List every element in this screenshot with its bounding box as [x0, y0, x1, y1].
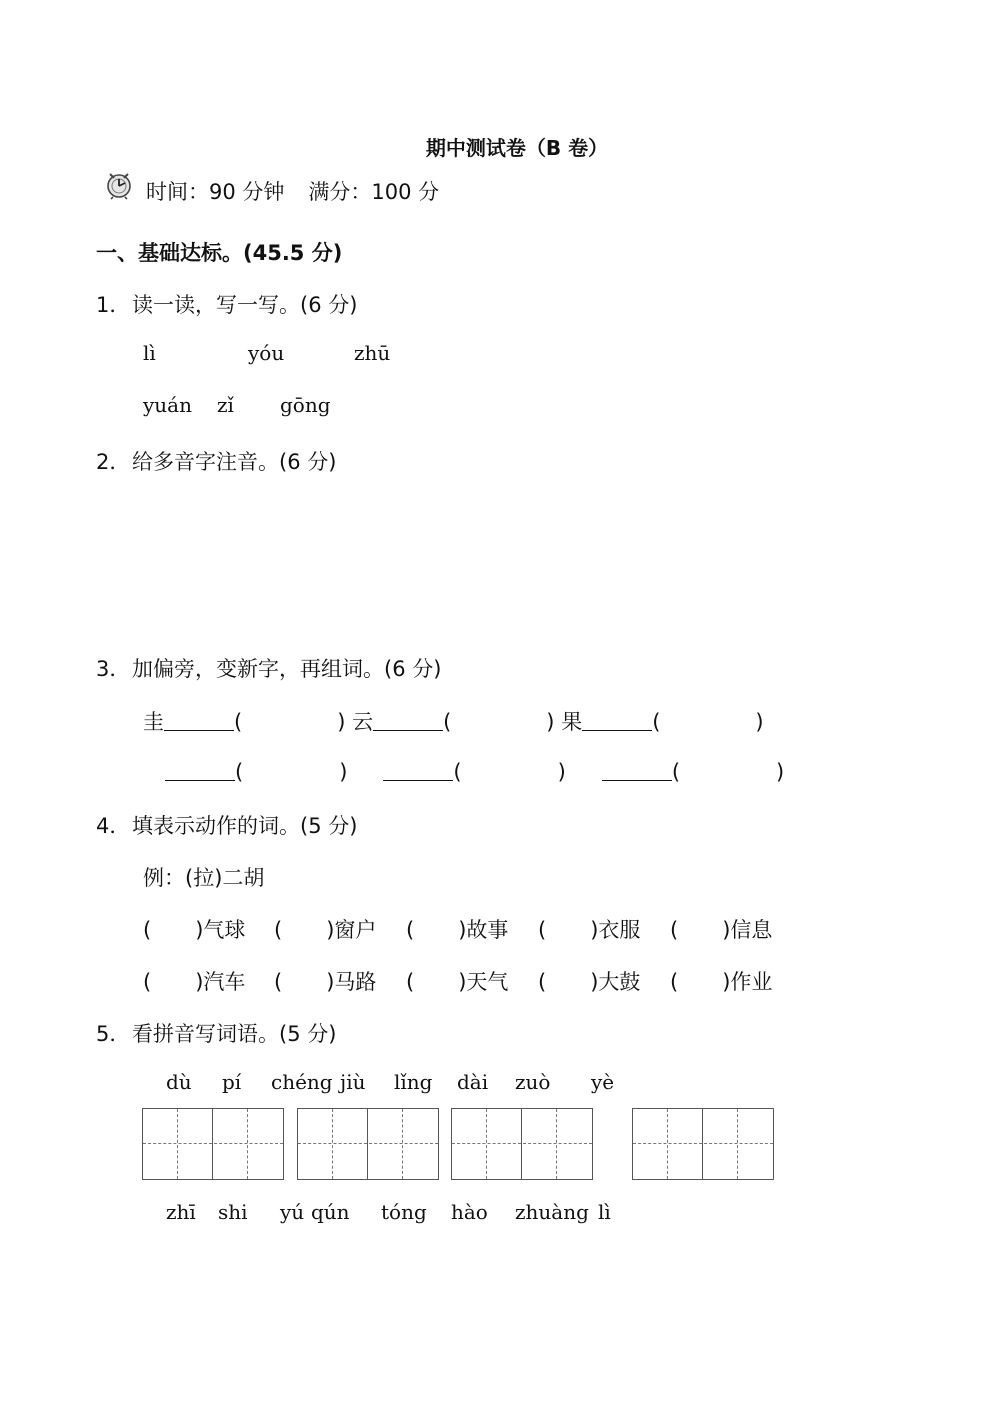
fill-item[interactable]: ( )故事: [406, 918, 509, 942]
fill-item[interactable]: ( )衣服: [538, 918, 641, 942]
pinyin: dài: [457, 1070, 489, 1094]
paren-close: ): [337, 710, 346, 734]
pinyin: lì: [598, 1200, 611, 1224]
page-title: 期中测试卷（B 卷）: [425, 136, 609, 160]
paren-close: ): [339, 760, 348, 784]
pinyin: pí: [222, 1070, 242, 1094]
question-4: [96, 810, 357, 840]
paren-open: (: [234, 710, 243, 734]
answer-blank[interactable]: [582, 708, 652, 731]
pinyin: qún: [311, 1200, 350, 1224]
writing-grid[interactable]: [451, 1108, 593, 1180]
pinyin: zuò: [515, 1070, 551, 1094]
clock-icon: [104, 170, 134, 200]
fill-item[interactable]: ( )窗户: [274, 918, 377, 942]
radical-row: [143, 706, 764, 736]
answer-blank[interactable]: [383, 758, 453, 781]
exam-meta: [146, 176, 439, 206]
fill-item[interactable]: ( )气球: [143, 918, 246, 942]
base-char: 果: [561, 710, 583, 734]
paren-close: ): [546, 710, 555, 734]
question-number: 2．: [96, 450, 131, 474]
question-5: [96, 1018, 336, 1048]
writing-grid[interactable]: [142, 1108, 284, 1180]
pinyin: zhuàng: [515, 1200, 589, 1224]
pinyin: tóng: [381, 1200, 427, 1224]
radical-row: [165, 758, 784, 784]
answer-blank[interactable]: [602, 758, 672, 781]
pinyin: zǐ: [217, 393, 234, 417]
pinyin: lǐng: [394, 1070, 433, 1094]
pinyin: hào: [451, 1200, 488, 1224]
pinyin: gōng: [280, 393, 331, 417]
question-text: 加偏旁，变新字，再组词。(6 分): [132, 657, 442, 681]
pinyin: shi: [218, 1200, 248, 1224]
question-text: 给多音字注音。(6 分): [132, 450, 337, 474]
fill-item[interactable]: ( )作业: [670, 970, 773, 994]
fill-item[interactable]: ( )大鼓: [538, 970, 641, 994]
section-heading: 一、基础达标。(45.5 分): [96, 241, 343, 265]
pinyin: zhī: [166, 1200, 196, 1224]
question-text: 看拼音写词语。(5 分): [132, 1022, 337, 1046]
pinyin: chéng: [271, 1070, 333, 1094]
question-2: [96, 446, 336, 476]
paren-open: (: [443, 710, 452, 734]
pinyin: jiù: [340, 1070, 366, 1094]
example: 例：(拉)二胡: [143, 866, 265, 890]
fill-item[interactable]: ( )天气: [406, 970, 509, 994]
question-text: 读一读，写一写。(6 分): [132, 293, 358, 317]
pinyin: dù: [166, 1070, 192, 1094]
question-number: 5．: [96, 1022, 131, 1046]
paren-open: (: [453, 760, 462, 784]
paren-close: ): [755, 710, 764, 734]
paren-close: ): [557, 760, 566, 784]
pinyin: yú: [280, 1200, 305, 1224]
question-text: 填表示动作的词。(5 分): [132, 814, 358, 838]
pinyin: zhū: [354, 341, 391, 365]
pinyin: yuán: [143, 393, 192, 417]
pinyin: lì: [143, 341, 156, 365]
fill-item[interactable]: ( )信息: [670, 918, 773, 942]
paren-open: (: [671, 760, 681, 784]
answer-blank[interactable]: [373, 708, 443, 731]
exam-score: 满分：100 分: [308, 180, 440, 204]
answer-blank[interactable]: [165, 758, 235, 781]
question-3: [96, 653, 441, 683]
pinyin: yè: [591, 1070, 615, 1094]
question-number: 4．: [96, 814, 131, 838]
fill-item[interactable]: ( )汽车: [143, 970, 246, 994]
base-char: 圭: [143, 710, 164, 734]
base-char: 云: [352, 710, 374, 734]
exam-time: 时间：90 分钟: [146, 180, 285, 204]
fill-item[interactable]: ( )马路: [274, 970, 377, 994]
writing-grid[interactable]: [632, 1108, 774, 1180]
writing-grid[interactable]: [297, 1108, 439, 1180]
question-number: 3．: [96, 657, 131, 681]
question-1: [96, 289, 357, 319]
paren-open: (: [652, 710, 661, 734]
pinyin: yóu: [248, 341, 285, 365]
question-number: 1．: [96, 293, 131, 317]
answer-blank[interactable]: [164, 708, 234, 731]
paren-close: ): [776, 760, 785, 784]
paren-open: (: [235, 760, 244, 784]
